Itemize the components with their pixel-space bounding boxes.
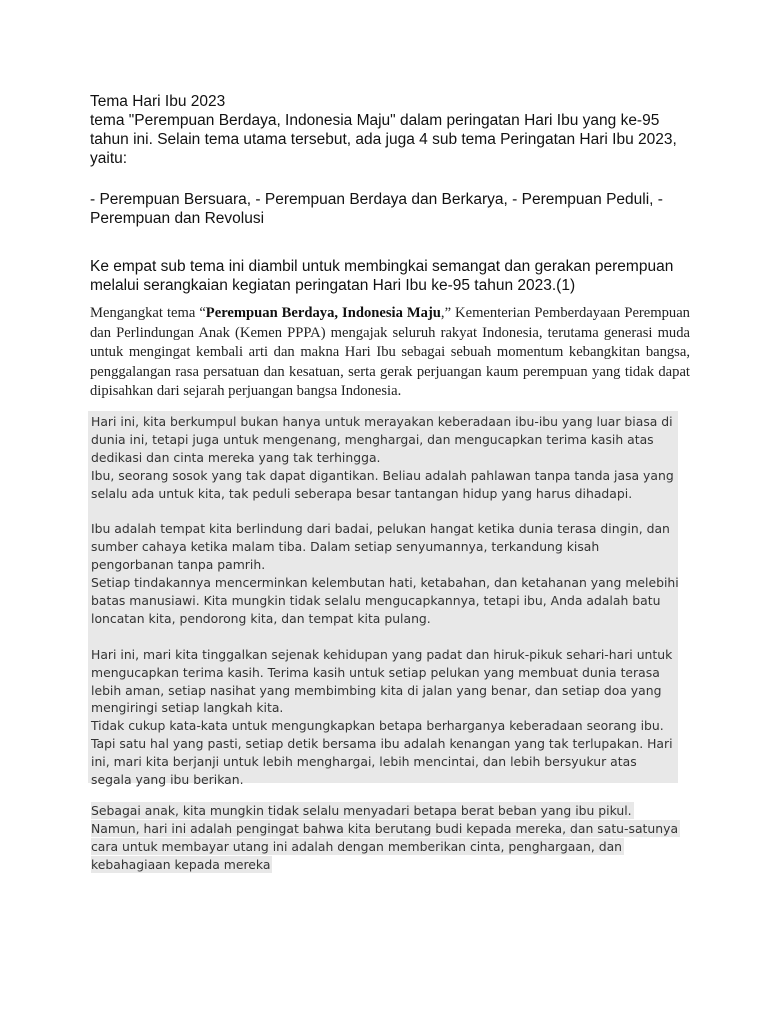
- theme-paragraph-prefix: Mengangkat tema “: [90, 305, 206, 321]
- paragraph-spacer: [91, 628, 679, 646]
- excerpt-paragraph: Ibu, seorang sosok yang tak dapat digantikan. Beliau adalah pahlawan tanpa tanda jasa yang selalu ada untuk kita, tak peduli seberapa besar tantangan hidup yang harus dihadapi.: [91, 467, 674, 501]
- excerpt-paragraph: Ibu adalah tempat kita berlindung dari badai, pelukan hangat ketika dunia terasa dingin, dan sumber cahaya ketika malam tiba. Dalam setiap senyumannya, terkandung kisah pengorbanan tanpa pamrih.: [91, 521, 670, 573]
- paragraph-spacer: [91, 503, 679, 521]
- highlighted-excerpt: [91, 413, 679, 789]
- intro-paragraph: tema "Perempuan Berdaya, Indonesia Maju" dalam peringatan Hari Ibu yang ke-95 tahun ini. Selain tema utama tersebut, ada juga 4 sub tema Peringatan Hari Ibu 2023, yaitu:: [90, 112, 677, 167]
- sub-themes-list: - Perempuan Bersuara, - Perempuan Berdaya dan Berkarya, - Perempuan Peduli, - Perempuan dan Revolusi: [90, 191, 663, 227]
- excerpt-paragraph: Setiap tindakannya mencerminkan kelembutan hati, ketabahan, dan ketahanan yang melebihi batas manusiawi. Kita mungkin tidak selalu mengucapkannya, tetapi ibu, Anda adalah batu loncatan kita, pendorong kita, dan tempat kita pulang.: [91, 575, 679, 626]
- closing-paragraph: Sebagai anak, kita mungkin tidak selalu menyadari betapa berat beban yang ibu pikul. Namun, hari ini adalah pengingat bahwa kita berutang budi kepada mereka, dan satu-satunya cara untuk membayar utang ini adalah dengan memberikan cinta, penghargaan, dan kebahagiaan kepada mereka: [91, 803, 679, 872]
- excerpt-paragraph: Hari ini, mari kita tinggalkan sejenak kehidupan yang padat dan hiruk-pikuk sehari-hari untuk mengucapkan terima kasih. Terima kasih untuk setiap pelukan yang membuat dunia terasa lebih aman, setiap nasihat yang membimbing kita di jalan yang benar, dan setiap doa yang mengiringi setiap langkah kita.: [91, 646, 673, 716]
- excerpt-paragraph: Tidak cukup kata-kata untuk mengungkapkan betapa berharganya keberadaan seorang ibu. Tapi satu hal yang pasti, setiap detik bersama ibu adalah kenangan yang tak terlupakan. Hari ini, mari kita berjanji untuk lebih menghargai, lebih mencintai, dan lebih bersyukur atas segala yang ibu berikan.: [91, 718, 673, 788]
- document-title: Tema Hari Ibu 2023: [90, 93, 226, 110]
- intro-section: [90, 92, 690, 168]
- theme-paragraph: [90, 304, 690, 402]
- purpose-section: [90, 257, 690, 295]
- sub-themes-section: [90, 190, 690, 228]
- closing-section: [91, 802, 679, 874]
- theme-name-bold: Perempuan Berdaya, Indonesia Maju: [205, 305, 441, 321]
- theme-paragraph-suffix: ,” Kementerian Pemberdayaan Perempuan dan Perlindungan Anak (Kemen PPPA) mengajak seluruh rakyat Indonesia, terutama generasi muda untuk mengingat kembali arti dan makna Hari Ibu sebagai sebuah momentum kebangkitan bangsa, penggalangan rasa persatuan dan kesatuan, serta gerak perjuangan kaum perempuan yang tidak dapat dipisahkan dari sejarah perjuangan bangsa Indonesia.: [90, 305, 690, 399]
- excerpt-paragraph: Hari ini, kita berkumpul bukan hanya untuk merayakan keberadaan ibu-ibu yang luar biasa di dunia ini, tetapi juga untuk mengenang, menghargai, dan mengucapkan terima kasih atas dedikasi dan cinta mereka yang tak terhingga.: [91, 414, 673, 465]
- purpose-paragraph: Ke empat sub tema ini diambil untuk membingkai semangat dan gerakan perempuan melalui serangkaian kegiatan peringatan Hari Ibu ke-95 tahun 2023.(1): [90, 258, 674, 294]
